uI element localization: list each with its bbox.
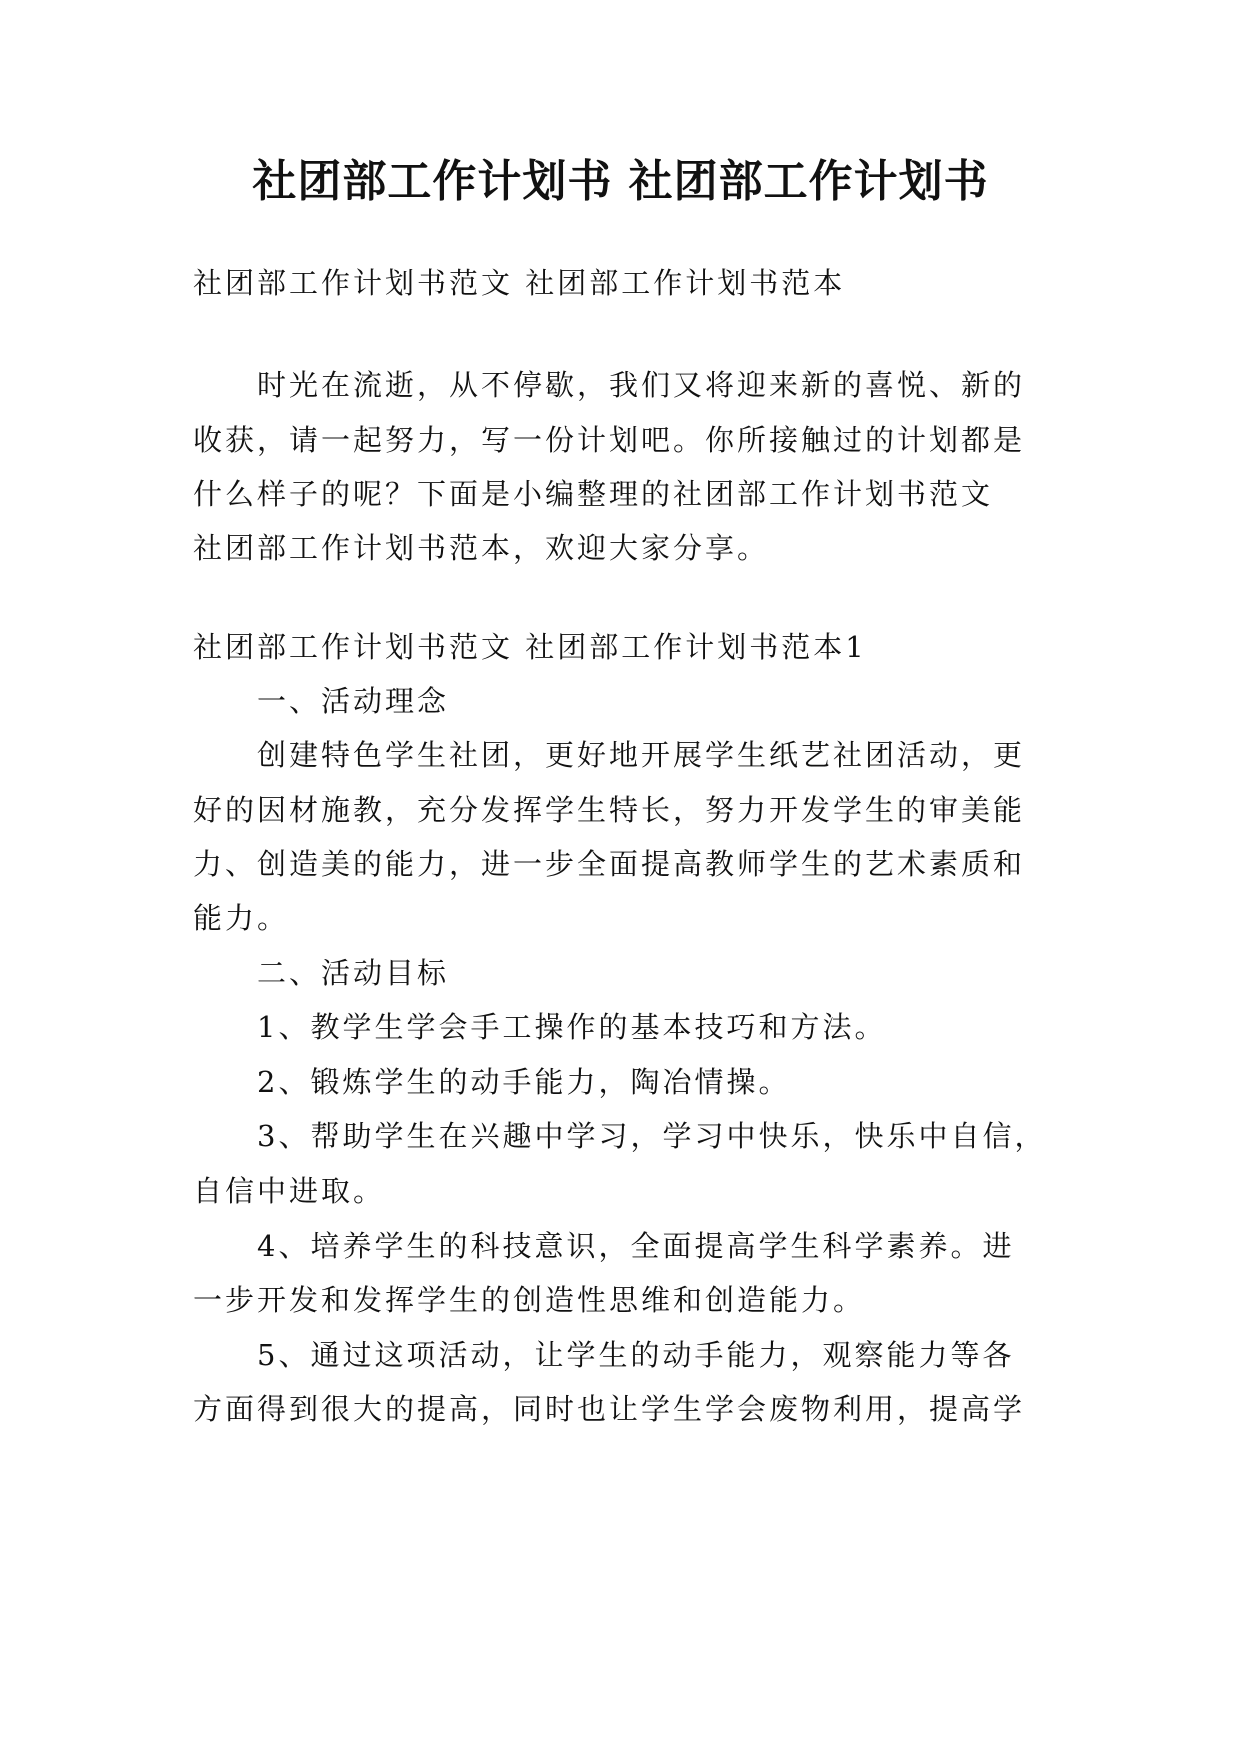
document-subtitle: 社团部工作计划书范文 社团部工作计划书范本 <box>193 266 846 300</box>
part1-heading: 一、活动理念 <box>257 684 450 718</box>
part1-line: 好的因材施教，充分发挥学生特长，努力开发学生的审美能 <box>193 793 1026 827</box>
intro-line: 收获，请一起努力，写一份计划吧。你所接触过的计划都是 <box>193 423 1026 457</box>
goal-line: 一步开发和发挥学生的创造性思维和创造能力。 <box>193 1283 866 1317</box>
goal-line: 3、帮助学生在兴趣中学习，学习中快乐，快乐中自信， <box>257 1119 1047 1153</box>
goal-line: 1、教学生学会手工操作的基本技巧和方法。 <box>257 1010 887 1044</box>
intro-line: 时光在流逝，从不停歇，我们又将迎来新的喜悦、新的 <box>257 368 1026 402</box>
goal-line: 方面得到很大的提高，同时也让学生学会废物利用，提高学 <box>193 1392 1026 1426</box>
goal-line: 4、培养学生的科技意识，全面提高学生科学素养。进 <box>257 1229 1015 1263</box>
intro-line: 什么样子的呢？下面是小编整理的社团部工作计划书范文 <box>193 477 994 511</box>
part2-heading: 二、活动目标 <box>257 956 450 990</box>
section-heading: 社团部工作计划书范文 社团部工作计划书范本1 <box>193 630 867 664</box>
goal-line: 2、锻炼学生的动手能力，陶冶情操。 <box>257 1065 791 1099</box>
part1-line: 能力。 <box>193 901 290 935</box>
goal-line: 5、通过这项活动，让学生的动手能力，观察能力等各 <box>257 1338 1015 1372</box>
document-title: 社团部工作计划书 社团部工作计划书 <box>252 156 989 207</box>
part1-line: 力、创造美的能力，进一步全面提高教师学生的艺术素质和 <box>193 847 1026 881</box>
part1-line: 创建特色学生社团，更好地开展学生纸艺社团活动，更 <box>257 738 1026 772</box>
goal-line: 自信中进取。 <box>193 1174 386 1208</box>
intro-line: 社团部工作计划书范本，欢迎大家分享。 <box>193 531 770 565</box>
